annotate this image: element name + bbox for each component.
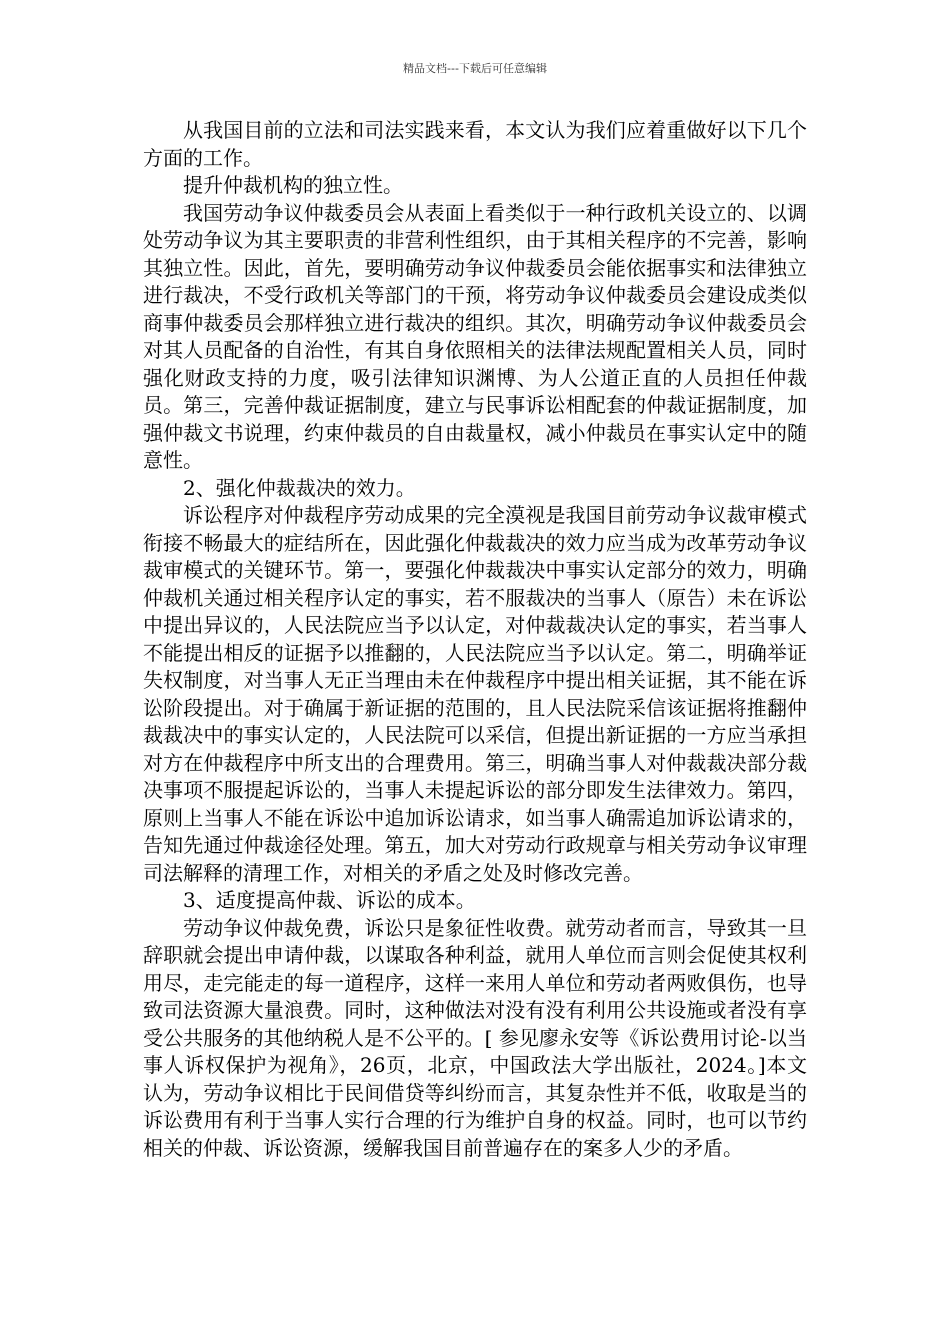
paragraph-intro: 从我国目前的立法和司法实践来看，本文认为我们应着重做好以下几个方面的工作。 [143, 118, 807, 170]
heading-independence: 提升仲裁机构的独立性。 [183, 173, 403, 197]
paragraph-award-effect: 诉讼程序对仲裁程序劳动成果的完全漠视是我国目前劳动争议裁审模式衔接不畅最大的症结所在，因此强化仲裁裁决的效力应当成为改革劳动争议裁审模式的关键环节。第一，要强化仲裁裁决中事实认定部分的效力，明确仲裁机关通过相关程序认定的事实，若不服裁决的当事人（原告）未在诉讼中提出异议的，人民法院应当予以认定，对仲裁裁决认定的事实，若当事人不能提出相反的证据予以推翻的，人民法院应当予以认定。第二，明确举证失权制度，对当事人无正当理由未在仲裁程序中提出相关证据，其不能在诉讼阶段提出。对于确属于新证据的范围的，且人民法院采信该证据将推翻仲裁裁决中的事实认定的，人民法院可以采信，但提出新证据的一方应当承担对方在仲裁程序中所支出的合理费用。第三，明确当事人对仲裁裁决部分裁决事项不服提起诉讼的，当事人未提起诉讼的部分即发生法律效力。第四，原则上当事人不能在诉讼中追加诉讼请求，如当事人确需追加诉讼请求的，告知先通过仲裁途径处理。第五，加大对劳动行政规章与相关劳动争议审理司法解释的清理工作，对相关的矛盾之处及时修改完善。 [143, 503, 807, 885]
heading-award-effect: 2、强化仲裁裁决的效力。 [183, 475, 416, 500]
page-header: 精品文档---下载后可任意编辑 [403, 62, 547, 75]
document-body [143, 117, 807, 1162]
paragraph-costs: 劳动争议仲裁免费，诉讼只是象征性收费。就劳动者而言，导致其一旦辞职就会提出申请仲裁，以谋取各种利益，就用人单位而言则会促使其权利用尽，走完能走的每一道程序，这样一来用人单位和劳动者两败俱伤，也导致司法资源大量浪费。同时，这种做法对没有没有利用公共设施或者没有享受公共服务的其他纳税人是不公平的。[ 参见廖永安等《诉讼费用讨论-以当事人诉权保护为视角》，26页，北京，中国政法大学出版社，2024。]本文认为，劳动争议相比于民间借贷等纠纷而言，其复杂性并不低，收取是当的诉讼费用有利于当事人实行合理的行为维护自身的权益。同时，也可以节约相关的仲裁、诉讼资源，缓解我国目前普遍存在的案多人少的矛盾。 [143, 915, 807, 1160]
paragraph-independence: 我国劳动争议仲裁委员会从表面上看类似于一种行政机关设立的、以调处劳动争议为其主要职责的非营利性组织，由于其相关程序的不完善，影响其独立性。因此，首先，要明确劳动争议仲裁委员会能依据事实和法律独立进行裁决，不受行政机关等部门的干预，将劳动争议仲裁委员会建设成类似商事仲裁委员会那样独立进行裁决的组织。其次，明确劳动争议仲裁委员会对其人员配备的自治性，有其自身依照相关的法律法规配置相关人员，同时强化财政支持的力度，吸引法律知识渊博、为人公道正直的人员担任仲裁员。第三，完善仲裁证据制度，建立与民事诉讼相配套的仲裁证据制度，加强仲裁文书说理，约束仲裁员的自由裁量权，减小仲裁员在事实认定中的随意性。 [143, 200, 807, 472]
heading-costs: 3、适度提高仲裁、诉讼的成本。 [183, 888, 476, 912]
